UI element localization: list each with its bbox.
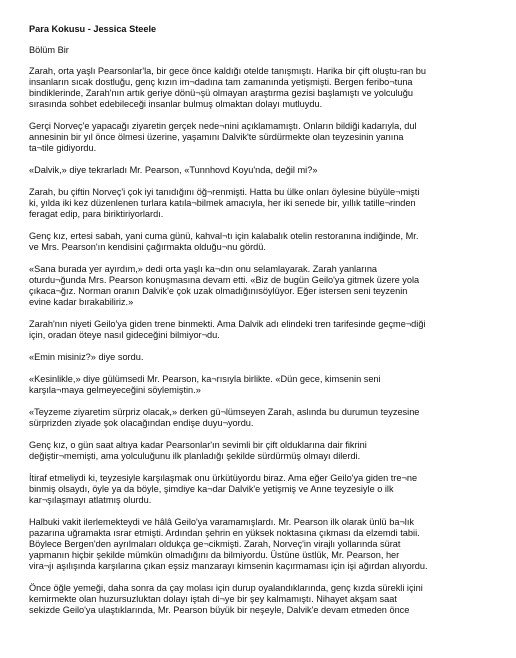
paragraph-line: Genç kız, o gün saat altıya kadar Pearsonlar'ın sevimli bir çift olduklarına dair fikrini: [29, 440, 367, 450]
paragraph-line: «Kesinlikle,» diye gülümsedi Mr. Pearson, ka¬rısıyla birlikte. «Dün gece, kimsenin seni: [29, 374, 381, 384]
paragraph-line: insanların sıcak dostluğu, genç kızın im¬dadına tam zamanında yetişmişti. Bergen feribo¬tuna: [29, 77, 413, 87]
paragraph-line: «Sana burada yer ayırdım,» dedi orta yaşlı ka¬dın onu selamlayarak. Zarah yanlarına: [29, 264, 378, 274]
paragraph: [29, 473, 498, 506]
paragraph-line: «Dalvik,» diye tekrarladı Mr. Pearson, «Tunnhovd Koyu'nda, değil mi?»: [29, 165, 318, 175]
paragraph-line: İtiraf etmeliydi ki, teyzesiyle karşılaşmak onu ürkütüyordu biraz. Ama eğer Geilo'ya giden tre¬ne: [29, 473, 418, 483]
paragraph-line: ta¬tile gidiyordu.: [29, 143, 97, 153]
paragraph-line: sekizde Geilo'ya ulaştıklarında, Mr. Pearson büyük bir neşeyle, Dalvik'e devam etmeden önce: [29, 605, 410, 615]
paragraph: [29, 517, 498, 572]
paragraph: [29, 66, 498, 110]
paragraph-line: çıkaca¬ğız. Norman oranın Dalvik'e çok uzak olmadığınısöylüyor. Eğer istersen seni teyzenin: [29, 286, 408, 296]
paragraph-line: Böylece Bergen'den ayrılmaları oldukça ge¬cikmişti. Zarah, Norveç'in virajlı yollarında sürat: [29, 539, 401, 549]
paragraph: [29, 264, 498, 308]
paragraph-line: için, oradan öteye nasıl gideceğini bilmiyor¬du.: [29, 330, 220, 340]
paragraph-line: değiştir¬memişti, ama yolculuğunu ilk planladığı şekilde sürdürmüş olmayı dilerdi.: [29, 451, 361, 461]
paragraph-line: ve Mrs. Pearson'ın kendisini çağırmakta olduğu¬nu gördü.: [29, 242, 266, 252]
paragraph-line: kemirmekte olan huzursuzluktan dolayı iştah di¬ye bir şey kalmamıştı. Nihayet akşam saat: [29, 594, 397, 604]
paragraph-line: kar¬şılaşmayı atlatmış olurdu.: [29, 495, 152, 505]
paragraph-line: Zarah'nın niyeti Geilo'ya giden trene binmekti. Ama Dalvik adı elindeki tren tarifesinde geçme¬diği: [29, 319, 426, 329]
paragraph-line: Zarah, orta yaşlı Pearsonlar'la, bir gece önce kaldığı otelde tanışmıştı. Harika bir çift oluştu-ran bu: [29, 66, 427, 76]
paragraph: [29, 231, 498, 253]
paragraph: [29, 121, 498, 154]
paragraph-line: «Teyzeme ziyaretim sürpriz olacak,» derken gü¬lümseyen Zarah, aslında bu durumun teyzesine: [29, 407, 420, 417]
paragraph: [29, 583, 498, 616]
paragraph-line: ki, yılda iki kez düzenlenen turlara katıla¬bilmek amacıyla, her iki senede bir, yıllık tatille¬rinden: [29, 198, 416, 208]
paragraph-line: «Emin misiniz?» diye sordu.: [29, 352, 144, 362]
paragraph: [29, 187, 498, 220]
paragraph-line: Zarah, bu çiftin Norveç'i çok iyi tanıdığını öğ¬renmişti. Hatta bu ülke onları öylesine büyüle¬mişti: [29, 187, 420, 197]
paragraph-line: karşıla¬maya gelmeyeceğini söylemiştin.»: [29, 385, 201, 395]
paragraph-line: yapmanın hiçbir şekilde mümkün olmadığını da bilmiyordu. Üstüne üstlük, Mr. Pearson, her: [29, 550, 400, 560]
document-title: Para Kokusu - Jessica Steele: [29, 24, 157, 34]
paragraph-line: annesinin bir yıl önce ölmesi üzerine, yaşamını Dalvik'te sürdürmekte olan teyzesinin yanına: [29, 132, 404, 142]
paragraph-line: Gerçi Norveç'e yapacağı ziyaretin gerçek nede¬nini açıklamamıştı. Onların bildiği kadarıyla, dul: [29, 121, 417, 131]
paragraph-line: sürprizden ziyade şok olacağından endişe duyu¬yordu.: [29, 418, 254, 428]
paragraph: [29, 319, 498, 341]
paragraph: [29, 407, 498, 429]
paragraph-line: feragat edip, para biriktiriyorlardı.: [29, 209, 164, 219]
paragraph: [29, 440, 498, 462]
paragraph: [29, 165, 498, 176]
paragraph-line: oturdu¬ğunda Mrs. Pearson konuşmasına devam etti. «Biz de bugün Geilo'ya gitmek üzere yola: [29, 275, 420, 285]
paragraph: [29, 374, 498, 396]
paragraph-line: evine kadar bırakabiliriz.»: [29, 297, 134, 307]
chapter-heading: Bölüm Bir: [29, 45, 69, 55]
paragraph-line: bindiklerinde, Zarah'nın artık geriye dönü¬şü olmayan araştırma gezisi başlamıştı ve yolculuğu: [29, 88, 413, 98]
paragraph-line: binmiş olsaydı, öyle ya da böyle, şimdiye ka¬dar Dalvik'e yetişmiş ve Anne teyzesiyle o ilk: [29, 484, 394, 494]
paragraph-line: Önce öğle yemeği, daha sonra da çay molası için durup oyalandıklarında, genç kızda sürekli içini: [29, 583, 423, 593]
paragraph-line: Halbuki vakit ilerlemekteydi ve hâlâ Geilo'ya varamamışlardı. Mr. Pearson ilk olarak ünlü ba¬lık: [29, 517, 414, 527]
body-text: [29, 66, 498, 616]
paragraph-line: vira¬jı aşılışında karşılarına çıkan eşsiz manzarayı kimsenin kaçırmaması için işi ağırdan alıyordu.: [29, 561, 428, 571]
paragraph-line: pazarına uğramakta ısrar etmişti. Ardından şehrin en yüksek noktasına çıkması da elzemdi tabii.: [29, 528, 420, 538]
paragraph: [29, 352, 498, 363]
paragraph-line: Genç kız, ertesi sabah, yani cuma günü, kahval¬tı için kalabalık otelin restoranına indiğinde, Mr.: [29, 231, 419, 241]
paragraph-line: sırasında sohbet edebileceği insanlar bulmuş olmaktan dolayı mutluydu.: [29, 99, 323, 109]
